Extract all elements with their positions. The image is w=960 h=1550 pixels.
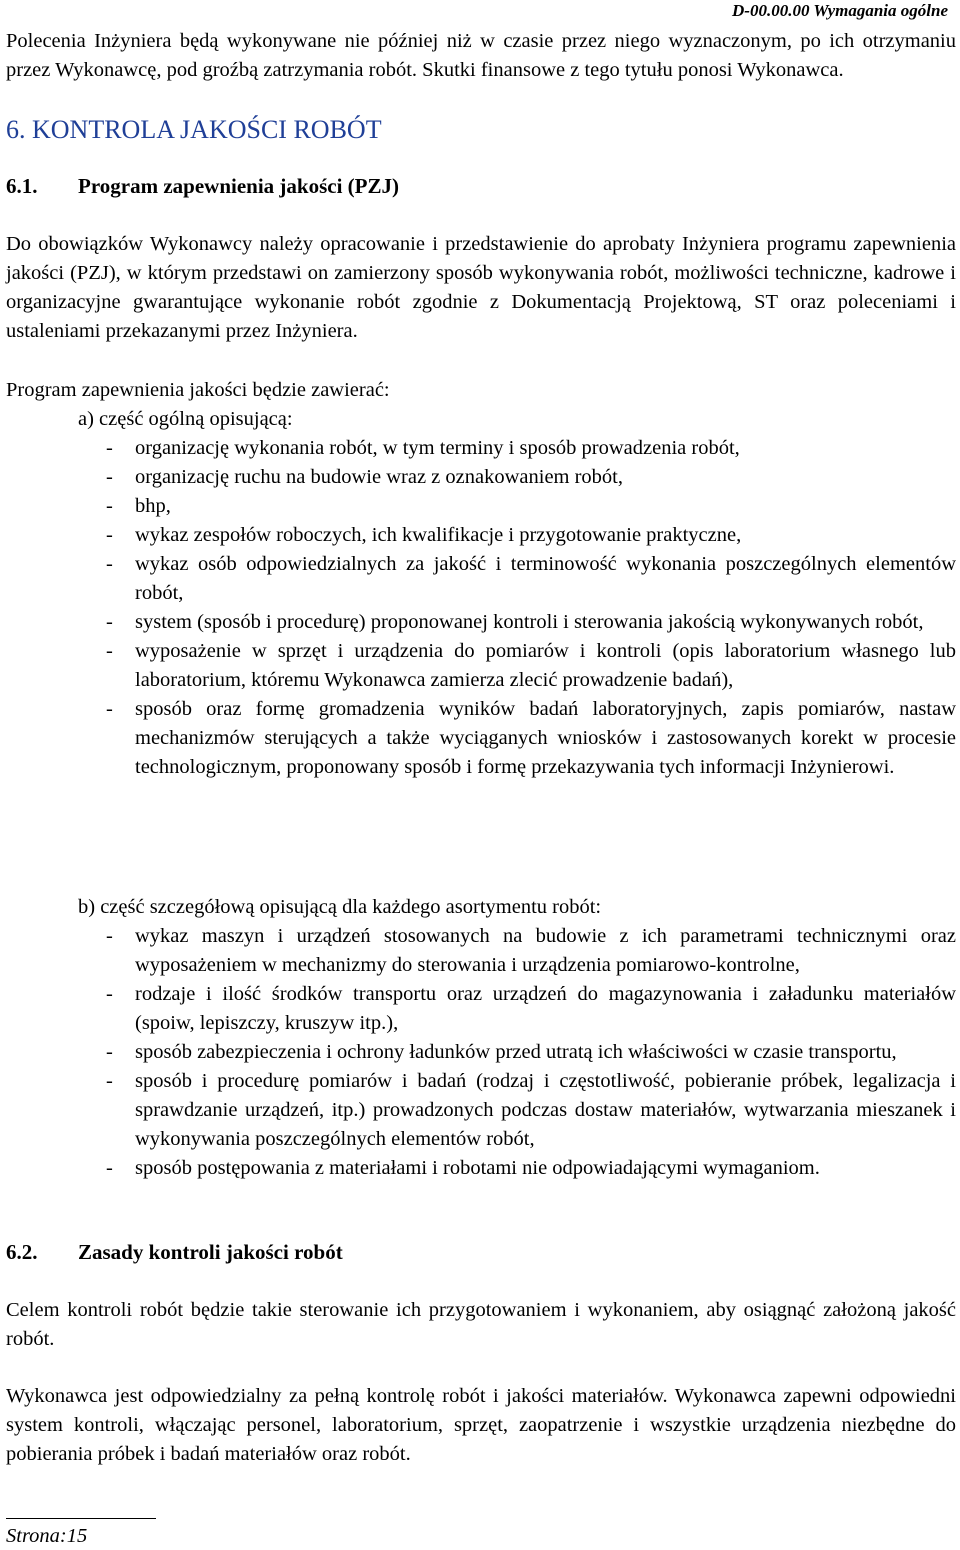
page-footer: [6, 1522, 87, 1550]
part-a-label: a) część ogólną opisującą:: [78, 408, 293, 430]
list-item: - rodzaje i ilość środków transportu oraz urządzeń do magazynowania i załadunku materiałów (spoiw, lepiszczy, kruszyw itp.),: [106, 983, 956, 1034]
section-6-1-paragraph-2: Program zapewnienia jakości będzie zawierać:: [6, 379, 390, 401]
section-6-1-number: 6.1.: [6, 174, 38, 198]
part-b-list: [6, 922, 956, 1183]
section-6-2-heading: [6, 1238, 956, 1267]
section-6-heading: [6, 113, 956, 147]
section-6-title: KONTROLA JAKOŚCI ROBÓT: [32, 115, 382, 144]
section-6-number: 6.: [6, 115, 26, 144]
section-6-1-heading: [6, 172, 956, 201]
list-item: - bhp,: [106, 495, 171, 517]
list-item: - sposób postępowania z materiałami i robotami nie odpowiadającymi wymaganiom.: [106, 1157, 820, 1179]
part-b-label: b) część szczegółową opisującą dla każdego asortymentu robót:: [78, 896, 602, 918]
document-page: [6, 0, 956, 1549]
list-item: - wykaz zespołów roboczych, ich kwalifikacje i przygotowanie praktyczne,: [106, 524, 742, 546]
section-6-2-paragraph-2: Wykonawca jest odpowiedzialny za pełną kontrolę robót i jakości materiałów. Wykonawca zapewni odpowiedni system kontroli, włączając personel, laboratorium, sprzęt, zaopatrzenie i wszystkie urządzenia niezbędne do pobierania próbek i badań materiałów oraz robót.: [6, 1385, 956, 1465]
footer-rule: [6, 1518, 156, 1519]
list-item: - sposób zabezpieczenia i ochrony ładunków przed utratą ich właściwości w czasie transportu,: [106, 1041, 897, 1063]
list-item: - system (sposób i procedurę) proponowanej kontroli i sterowania jakością wykonywanych robót,: [106, 611, 924, 633]
part-a: [6, 405, 956, 782]
section-6-2-title: Zasady kontroli jakości robót: [78, 1240, 343, 1264]
intro-paragraph: Polecenia Inżyniera będą wykonywane nie później niż w czasie przez niego wyznaczonym, po ich otrzymaniu przez Wykonawcę, pod groźbą zatrzymania robót. Skutki finansowe z tego tytułu ponosi Wykonawca.: [6, 30, 956, 81]
list-item: - sposób oraz formę gromadzenia wyników badań laboratoryjnych, zapis pomiarów, nastaw mechanizmów sterujących a także wyciąganych wniosków i zastosowanych korekt w procesie technologicznym, proponowany sposób i formę przekazywania tych informacji Inżynierowi.: [106, 698, 956, 778]
list-item: - organizację ruchu na budowie wraz z oznakowaniem robót,: [106, 466, 624, 488]
part-b: [6, 893, 956, 1183]
list-item: - wykaz osób odpowiedzialnych za jakość i terminowość wykonania poszczególnych elementów robót,: [106, 553, 956, 604]
list-item: - organizację wykonania robót, w tym terminy i sposób prowadzenia robót,: [106, 437, 740, 459]
part-a-list: [6, 434, 956, 782]
list-item: - sposób i procedurę pomiarów i badań (rodzaj i częstotliwość, pobieranie próbek, legalizacja i sprawdzanie urządzeń, itp.) prowadzonych podczas dostaw materiałów, wytwarzania mieszanek i wykonywania poszczególnych elementów robót,: [106, 1070, 956, 1150]
page-number: Strona:15: [6, 1525, 88, 1547]
section-6-1-title: Program zapewnienia jakości (PZJ): [78, 174, 399, 198]
section-6-2-number: 6.2.: [6, 1240, 38, 1264]
section-6-2-paragraph-1: Celem kontroli robót będzie takie sterowanie ich przygotowaniem i wykonaniem, aby osiągnąć założoną jakość robót.: [6, 1299, 956, 1350]
section-6-1-paragraph-1: Do obowiązków Wykonawcy należy opracowanie i przedstawienie do aprobaty Inżyniera programu zapewnienia jakości (PZJ), w którym przedstawi on zamierzony sposób wykonywania robót, możliwości techniczne, kadrowe i organizacyjne gwarantujące wykonanie robót zgodnie z Dokumentacją Projektową, ST oraz poleceniami i ustaleniami przekazanymi przez Inżyniera.: [6, 233, 956, 342]
list-item: - wykaz maszyn i urządzeń stosowanych na budowie z ich parametrami technicznymi oraz wyposażeniem w mechanizmy do sterowania i urządzenia pomiarowo-kontrolne,: [106, 925, 956, 976]
running-header: D-00.00.00 Wymagania ogólne: [732, 1, 948, 20]
list-item: - wyposażenie w sprzęt i urządzenia do pomiarów i kontroli (opis laboratorium własnego lub laboratorium, któremu Wykonawca zamierza zlecić prowadzenie badań),: [106, 640, 956, 691]
